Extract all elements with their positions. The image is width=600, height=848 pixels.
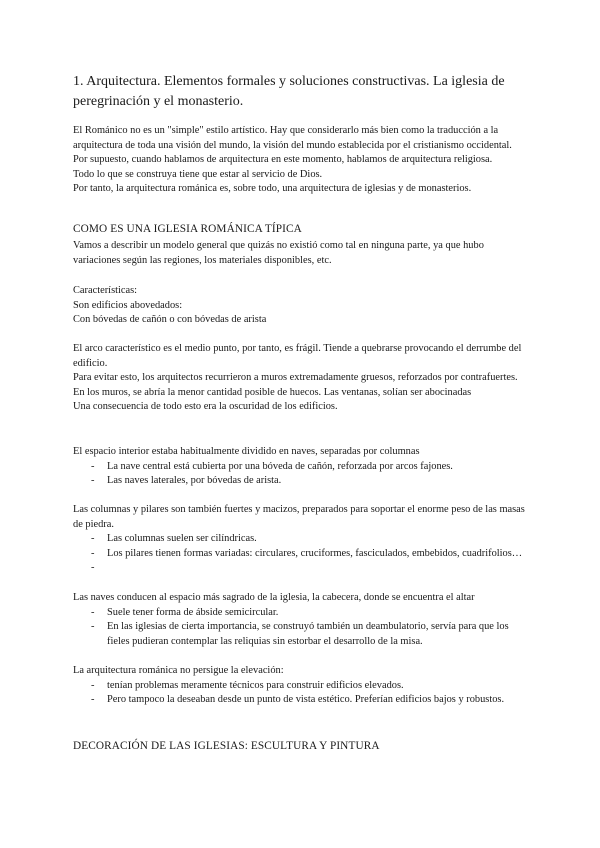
elevation-list [73,679,533,708]
list-item: - Las columnas suelen ser cilíndricas. [73,532,533,547]
section1-intro [73,239,533,268]
arch-line: En los muros, se abría la menor cantidad posible de huecos. Las ventanas, solían ser abocinadas [73,386,472,398]
intro-line: Por supuesto, cuando hablamos de arquitectura en este momento, hablamos de arquitectura religiosa. [73,154,493,166]
characteristics-line: Son edificios abovedados: [73,299,183,311]
arch-line: El arco característico es el medio punto, por tanto, es frágil. Tiende a quebrarse provocando el derrumbe del edificio. [73,343,522,369]
characteristics-line: Características: [73,285,138,296]
intro-line: Todo lo que se construya tiene que estar al servicio de Dios. [73,168,323,180]
list-item: - La nave central está cubierta por una bóveda de cañón, reforzada por arcos fajones. [73,460,533,475]
arch-line: Para evitar esto, los arquitectos recurrieron a muros extremadamente gruesos, reforzados por contrafuertes. [73,372,518,384]
apse-list [73,606,533,650]
intro-line: Por tanto, la arquitectura románica es, sobre todo, una arquitectura de iglesias y de monasterios. [73,183,472,195]
naves-intro: El espacio interior estaba habitualmente dividido en naves, separadas por columnas [73,446,420,457]
apse-intro: Las naves conducen al espacio más sagrado de la iglesia, la cabecera, donde se encuentra el altar [73,592,475,603]
list-item: - Pero tampoco la deseaban desde un punto de vista estético. Preferían edificios bajos y robustos. [73,693,533,708]
list-item: - tenían problemas meramente técnicos para construir edificios elevados. [73,679,533,694]
intro-line: El Románico no es un "simple" estilo artístico. Hay que considerarlo más bien como la traducción a la arquitectura de toda una visión del mundo, la visión del mundo establecida por el cristianismo occidental. [73,125,512,151]
columns-block [73,503,533,576]
section-heading-decoracion: DECORACIÓN DE LAS IGLESIAS: ESCULTURA Y PINTURA [73,740,380,752]
characteristics-line: Con bóvedas de cañón o con bóvedas de arista [73,314,267,326]
list-item: - Los pilares tienen formas variadas: circulares, cruciformes, fasciculados, embebidos, cuadrifolios… [73,547,533,562]
list-item: - Las naves laterales, por bóvedas de arista. [73,474,533,489]
naves-list [73,460,533,489]
columns-list [73,532,533,576]
list-item: - Suele tener forma de ábside semicircular. [73,606,533,621]
elevation-block [73,664,533,708]
naves-block [73,445,533,489]
section-heading-iglesia: COMO ES UNA IGLESIA ROMÁNICA TÍPICA [73,223,302,235]
page-title: 1. Arquitectura. Elementos formales y soluciones constructivas. La iglesia de peregrinación y el monasterio. [73,74,505,109]
list-item: - En las iglesias de cierta importancia, se construyó también un deambulatorio, servía para que los fieles pudieran contemplar las reliquias sin estorbar el desarrollo de la misa. [73,620,533,649]
arch-line: Una consecuencia de todo esto era la oscuridad de los edificios. [73,401,338,413]
columns-intro: Las columnas y pilares son también fuertes y macizos, preparados para soportar el enorme peso de las masas de piedra. [73,504,525,530]
characteristics-block [73,284,533,328]
list-item [73,561,533,576]
section1-intro-text: Vamos a describir un modelo general que quizás no existió como tal en ninguna parte, ya que hubo variaciones según las regiones, los materiales disponibles, etc. [73,240,484,266]
elevation-intro: La arquitectura románica no persigue la elevación: [73,665,284,676]
intro-paragraph [73,124,533,197]
arch-block [73,342,533,415]
apse-block [73,591,533,649]
